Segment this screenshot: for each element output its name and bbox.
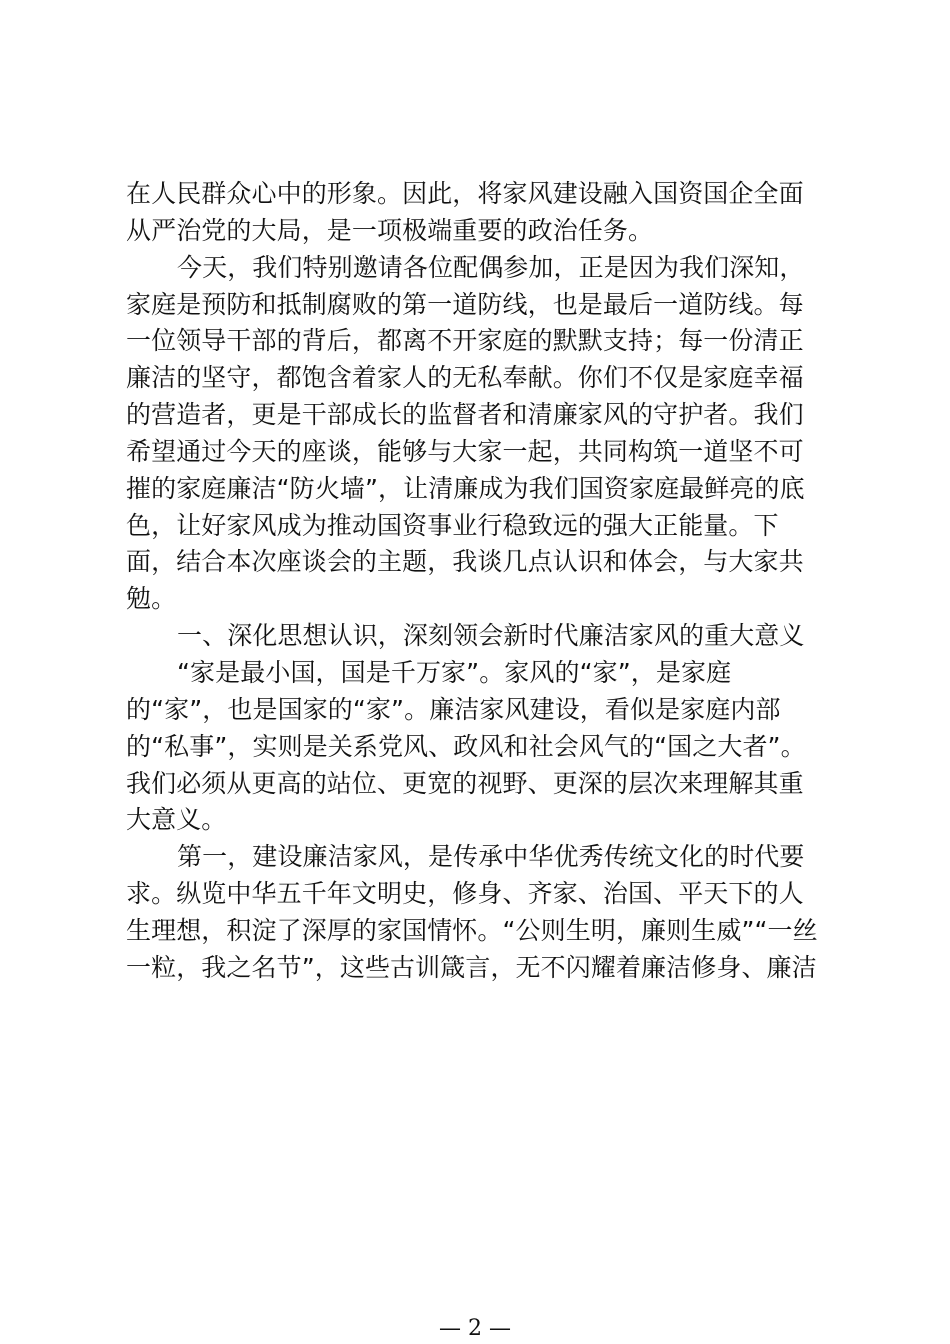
paragraph-start: 今天，我们特别邀请各位配偶参加，正是因为我们深知， [177,252,805,282]
section-heading: 一、深化思想认识，深刻领会新时代廉洁家风的重大意义 [177,621,805,651]
page-number: — 2 — [439,1316,511,1341]
text-line: 希望通过今天的座谈，能够与大家一起，共同构筑一道坚不可 [126,436,804,466]
text-line: 在人民群众心中的形象。因此，将家风建设融入国资国企全面 [126,179,804,208]
text-line: 色，让好家风成为推动国资事业行稳致远的强大正能量。下 [126,510,779,540]
text-line: 一粒，我之名节”，这些古训箴言，无不闪耀着廉洁修身、廉洁 [126,952,817,982]
text-line: 家庭是预防和抵制腐败的第一道防线，也是最后一道防线。每 [126,289,804,319]
text-line: 摧的家庭廉洁“防火墙”，让清廉成为我们国资家庭最鲜亮的底 [126,473,805,503]
document-body [126,176,826,987]
text-line: 的“私事”，实则是关系党风、政风和社会风气的“国之大者”。 [126,731,806,761]
text-line: 勉。 [126,584,177,614]
text-line: 生理想，积淀了深厚的家国情怀。“公则生明，廉则生威”“一丝 [126,915,818,945]
text-line: 从严治党的大局，是一项极端重要的政治任务。 [126,215,654,245]
text-line: 求。纵览中华五千年文明史，修身、齐家、治国、平天下的人 [126,879,804,909]
paragraph-start: “家是最小国，国是千万家”。家风的“家”，是家庭 [177,657,732,687]
text-line: 一位领导干部的背后，都离不开家庭的默默支持；每一份清正 [126,326,804,356]
text-line: 大意义。 [126,805,227,835]
text-line: 廉洁的坚守，都饱含着家人的无私奉献。你们不仅是家庭幸福 [126,363,804,393]
text-line: 我们必须从更高的站位、更宽的视野、更深的层次来理解其重 [126,768,804,798]
text-line: 面，结合本次座谈会的主题，我谈几点认识和体会，与大家共 [126,547,804,577]
text-line: 的营造者，更是干部成长的监督者和清廉家风的守护者。我们 [126,400,804,430]
paragraph-start: 第一，建设廉洁家风，是传承中华优秀传统文化的时代要 [177,842,805,872]
text-line: 的“家”，也是国家的“家”。廉洁家风建设，看似是家庭内部 [126,694,781,724]
